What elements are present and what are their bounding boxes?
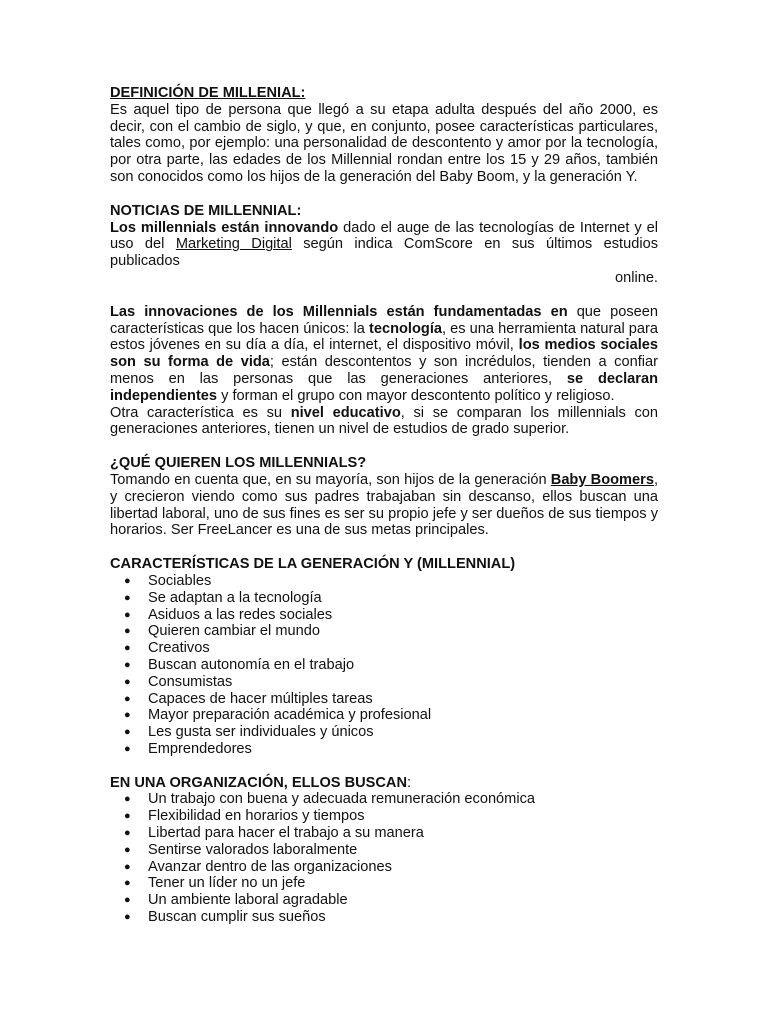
- bullet-icon: ●: [124, 726, 131, 739]
- list-item: ● Emprendedores: [124, 740, 252, 757]
- list-item: ● Sentirse valorados laboralmente: [124, 841, 358, 858]
- list-item: ● Flexibilidad en horarios y tiempos: [124, 808, 365, 825]
- list-item: ● Mayor preparación académica y profesional: [124, 707, 432, 724]
- bullet-icon: ●: [124, 860, 131, 873]
- definicion-paragraph: Es aquel tipo de persona que llegó a su etapa adulta después del año 2000, es decir, con el cambio de siglo, y que, en conjunto, posee características particulares, tales como, por ejemplo: una personalidad de descontento y amor por la tecnología, por otra parte, las edades de los Millennial rondan entre los 15 y 29 años, también son conocidos como los hijos de la generación del Baby Boom, y la generación Y.: [110, 101, 658, 185]
- list-item: ● Un ambiente laboral agradable: [124, 892, 348, 909]
- bullet-icon: ●: [124, 675, 131, 688]
- bullet-icon: ●: [124, 625, 131, 638]
- heading-noticias: NOTICIAS DE MILLENNIAL:: [110, 202, 302, 219]
- bullet-icon: ●: [124, 894, 131, 907]
- bullet-icon: ●: [124, 658, 131, 671]
- heading-que-quieren: ¿QUÉ QUIEREN LOS MILLENNIALS?: [110, 455, 367, 472]
- bold-tecnologia: tecnología: [369, 320, 442, 337]
- text: dado el auge de las tecnologías de Internet y el uso del: [110, 219, 659, 253]
- noticias-paragraph-2: [110, 304, 658, 405]
- text: y forman el grupo con mayor descontento político y religioso.: [217, 387, 615, 404]
- heading-definicion: DEFINICIÓN DE MILLENIAL:: [110, 85, 306, 101]
- link-baby-boomers[interactable]: Baby Boomers: [550, 471, 654, 488]
- list-item: ● Asiduos a las redes sociales: [124, 606, 333, 623]
- text: , si se comparan los millennials con generaciones anteriores, tienen un nivel de estudios de grado superior.: [110, 404, 659, 438]
- bold-independientes: se declaran independientes: [110, 370, 658, 404]
- list-item: ● Les gusta ser individuales y únicos: [124, 724, 374, 741]
- list-item: ● Un trabajo con buena y adecuada remuneración económica: [124, 791, 535, 808]
- que-quieren-paragraph: [110, 472, 658, 539]
- text: Tomando en cuenta que, en su mayoría, son hijos de la generación: [110, 471, 551, 488]
- list-item: ● Avanzar dentro de las organizaciones: [124, 858, 392, 875]
- bold-innovando: Los millennials están innovando: [110, 219, 339, 236]
- heading-caracteristicas: CARACTERÍSTICAS DE LA GENERACIÓN Y (MILLENNIAL): [110, 556, 516, 573]
- text: , es una herramienta natural para estos jóvenes en su día a día, el internet, el dispositivo móvil,: [110, 320, 658, 354]
- bullet-icon: ●: [124, 709, 131, 722]
- list-item: ● Buscan autonomía en el trabajo: [124, 656, 355, 673]
- bullet-icon: ●: [124, 574, 131, 587]
- noticias-paragraph-1: [110, 220, 658, 287]
- bullet-icon: ●: [124, 608, 131, 621]
- list-item: ● Consumistas: [124, 673, 233, 690]
- bullet-icon: ●: [124, 692, 131, 705]
- bold-nivel-educativo: nivel educativo: [290, 404, 401, 421]
- bullet-icon: ●: [124, 843, 131, 856]
- bullet-icon: ●: [124, 591, 131, 604]
- list-item: ● Se adaptan a la tecnología: [124, 589, 322, 606]
- bullet-icon: ●: [124, 877, 131, 890]
- bold-medios-sociales: los medios sociales son su forma de vida: [110, 337, 658, 371]
- list-item: ● Sociables: [124, 572, 212, 589]
- text: , y crecieron viendo como sus padres trabajaban sin descanso, ellos buscan una libertad laboral, uno de sus fines es ser su propio jefe y ser dueños de sus tiempos y horarios. Ser FreeLancer es una de sus metas principales.: [110, 471, 658, 539]
- bullet-icon: ●: [124, 911, 131, 924]
- bullet-icon: ●: [124, 793, 131, 806]
- heading-organizacion: EN UNA ORGANIZACIÓN, ELLOS BUSCAN:: [110, 774, 412, 791]
- text: ; están descontentos y son incrédulos, tienden a confiar menos en las personas que las generaciones anteriores,: [110, 354, 658, 387]
- text: según indica ComScore en sus últimos estudios publicados: [110, 236, 658, 270]
- list-item: ● Buscan cumplir sus sueños: [124, 909, 326, 926]
- bullet-icon: ●: [124, 827, 131, 840]
- caracteristicas-list: [110, 573, 658, 758]
- list-item: ● Tener un líder no un jefe: [124, 875, 306, 892]
- list-item: ● Creativos: [124, 640, 210, 657]
- noticias-paragraph-3: [110, 405, 658, 439]
- bold-fundamentadas: Las innovaciones de los Millennials están fundamentadas en: [110, 303, 568, 320]
- organizacion-list: [110, 791, 658, 925]
- text-online: online.: [614, 269, 658, 286]
- bullet-icon: ●: [124, 742, 131, 755]
- link-marketing-digital[interactable]: Marketing Digital: [175, 236, 292, 253]
- text: Otra característica es su: [110, 404, 291, 421]
- list-item: ● Capaces de hacer múltiples tareas: [124, 690, 373, 707]
- bullet-icon: ●: [124, 810, 131, 823]
- bullet-icon: ●: [124, 642, 131, 655]
- text: que poseen características que los hacen únicos: la: [110, 303, 658, 337]
- list-item: ● Quieren cambiar el mundo: [124, 623, 320, 640]
- list-item: ● Libertad para hacer el trabajo a su manera: [124, 825, 424, 842]
